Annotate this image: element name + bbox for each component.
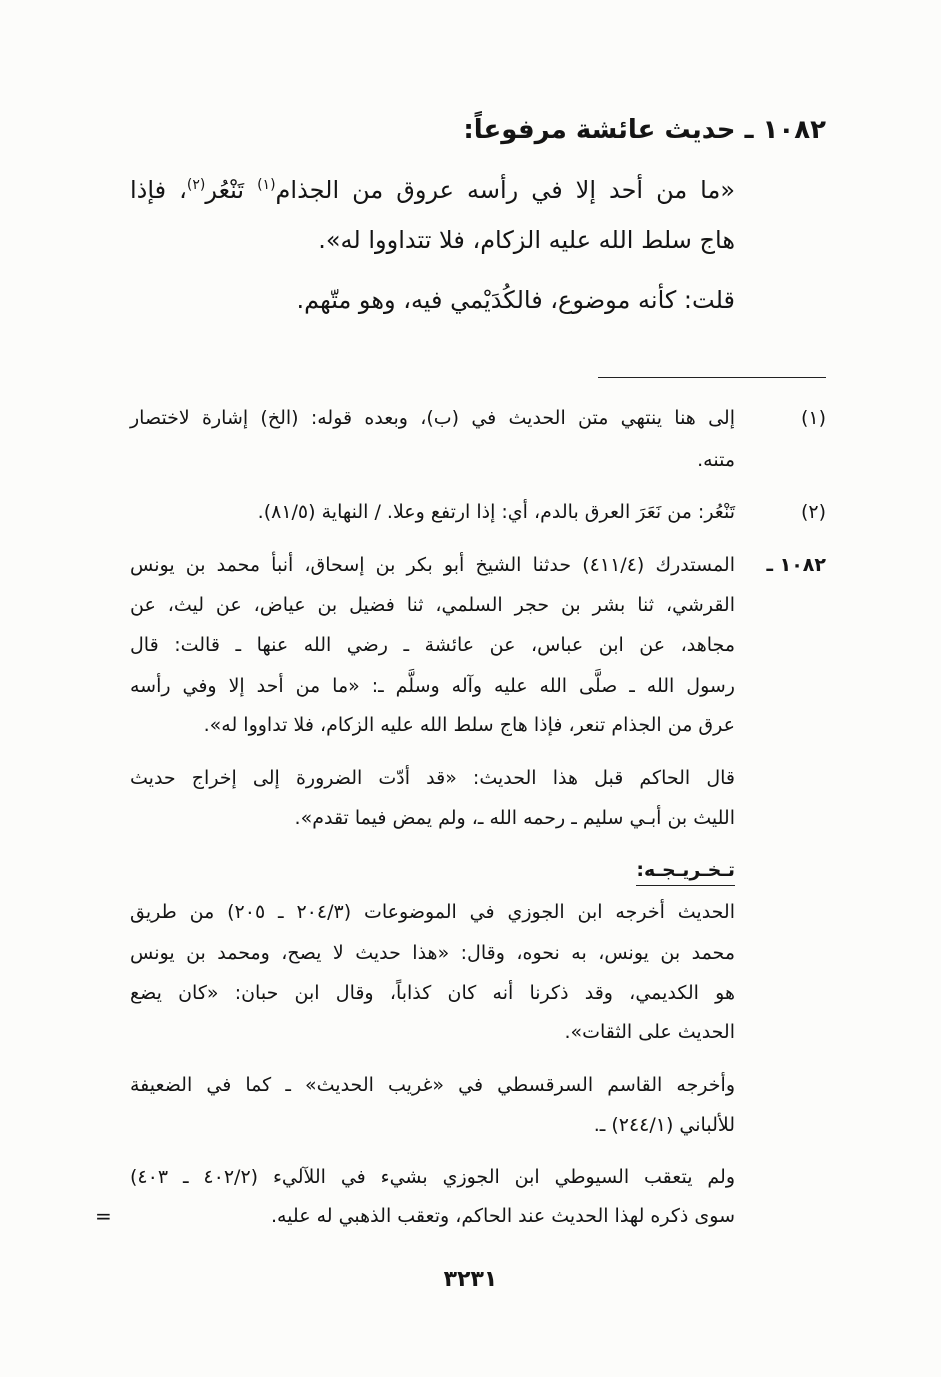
hakim-line: الليث بن أبـي سليم ـ رحمه الله ـ، ولم يمض فيما تقدم». bbox=[294, 807, 735, 829]
takhrij-line: سوى ذكره لهذا الحديث عند الحاكم، وتعقب الذهبي له عليه. bbox=[270, 1205, 735, 1227]
page-number: ٣٢٣١ bbox=[443, 1267, 498, 1292]
footnote-ref: (٢) bbox=[186, 177, 206, 193]
takhrij-line: محمد بن يونس، به نحوه، وقال: «هذا حديث لا يصح، ومحمد بن يونس bbox=[130, 942, 735, 964]
continuation-mark: = bbox=[95, 1204, 112, 1228]
hadith-line bbox=[130, 172, 735, 208]
footnote-number: (٢) bbox=[800, 501, 826, 523]
takhrij-line: هو الكديمي، وقد ذكرنا أنه كان كذاباً، وقال ابن حبان: «كان يضع bbox=[130, 982, 735, 1004]
takhrij-line: الحديث أخرجه ابن الجوزي في الموضوعات (٢٠٤/٣ ـ ٢٠٥) من طريق bbox=[130, 901, 735, 923]
footnote-line: متنه. bbox=[697, 449, 735, 471]
hadith-text: ، فإذا bbox=[130, 176, 187, 204]
footnote-line: تَنْعُر: من نَعَرَ العرق بالدم، أي: إذا ارتفع وعلا. / النهاية (٨١/٥). bbox=[257, 501, 735, 523]
entry-heading: ١٠٨٢ ـ حديث عائشة مرفوعاً: bbox=[463, 115, 826, 145]
hadith-line: هاج سلط الله عليه الزكام، فلا تتداووا له». bbox=[318, 226, 735, 254]
footnote-number: (١) bbox=[800, 407, 826, 429]
hadith-text: تَنْعُر bbox=[205, 176, 258, 204]
takhrij-line: الحديث على الثقات». bbox=[564, 1021, 735, 1043]
takhrij-line: للألباني (٢٤٤/١) ـ. bbox=[593, 1114, 735, 1136]
source-line: المستدرك (٤١١/٤) حدثنا الشيخ أبو بكر بن إسحاق، أنبأ محمد بن يونس bbox=[130, 554, 735, 576]
footnote-ref: (١) bbox=[257, 177, 276, 193]
source-line: رسول الله ـ صلَّى الله عليه وآله وسلَّم ـ: «ما من أحد إلا وفي رأسه bbox=[130, 675, 735, 697]
takhrij-heading: تـخـريـجـه: bbox=[636, 855, 735, 886]
footnote-line: إلى هنا ينتهي متن الحديث في (ب)، وبعده قوله: (الخ) إشارة لاختصار bbox=[130, 407, 735, 429]
source-line: مجاهد، عن ابن عباس، عن عائشة ـ رضي الله عنها ـ قالت: قال bbox=[130, 634, 735, 656]
takhrij-line: ولم يتعقب السيوطي ابن الجوزي بشيء في اللآليء (٤٠٢/٢ ـ ٤٠٣) bbox=[130, 1166, 735, 1188]
hakim-line: قال الحاكم قبل هذا الحديث: «قد أدّت الضرورة إلى إخراج حديث bbox=[130, 767, 735, 789]
footnote-separator bbox=[598, 377, 826, 378]
takhrij-line: وأخرجه القاسم السرقسطي في «غريب الحديث» ـ كما في الضعيفة bbox=[130, 1074, 735, 1096]
source-line: القرشي، ثنا بشر بن حجر السلمي، ثنا فضيل بن عياض، عن ليث، عن bbox=[130, 594, 735, 616]
source-line: عرق من الجذام تنعر، فإذا هاج سلط الله عليه الزكام، فلا تداووا له». bbox=[203, 714, 735, 736]
hadith-text: «ما من أحد إلا في رأسه عروق من الجذام bbox=[275, 176, 736, 204]
author-comment: قلت: كأنه موضوع، فالكُدَيْمي فيه، وهو متّهم. bbox=[296, 286, 735, 314]
note-number: ١٠٨٢ ـ bbox=[766, 554, 826, 576]
